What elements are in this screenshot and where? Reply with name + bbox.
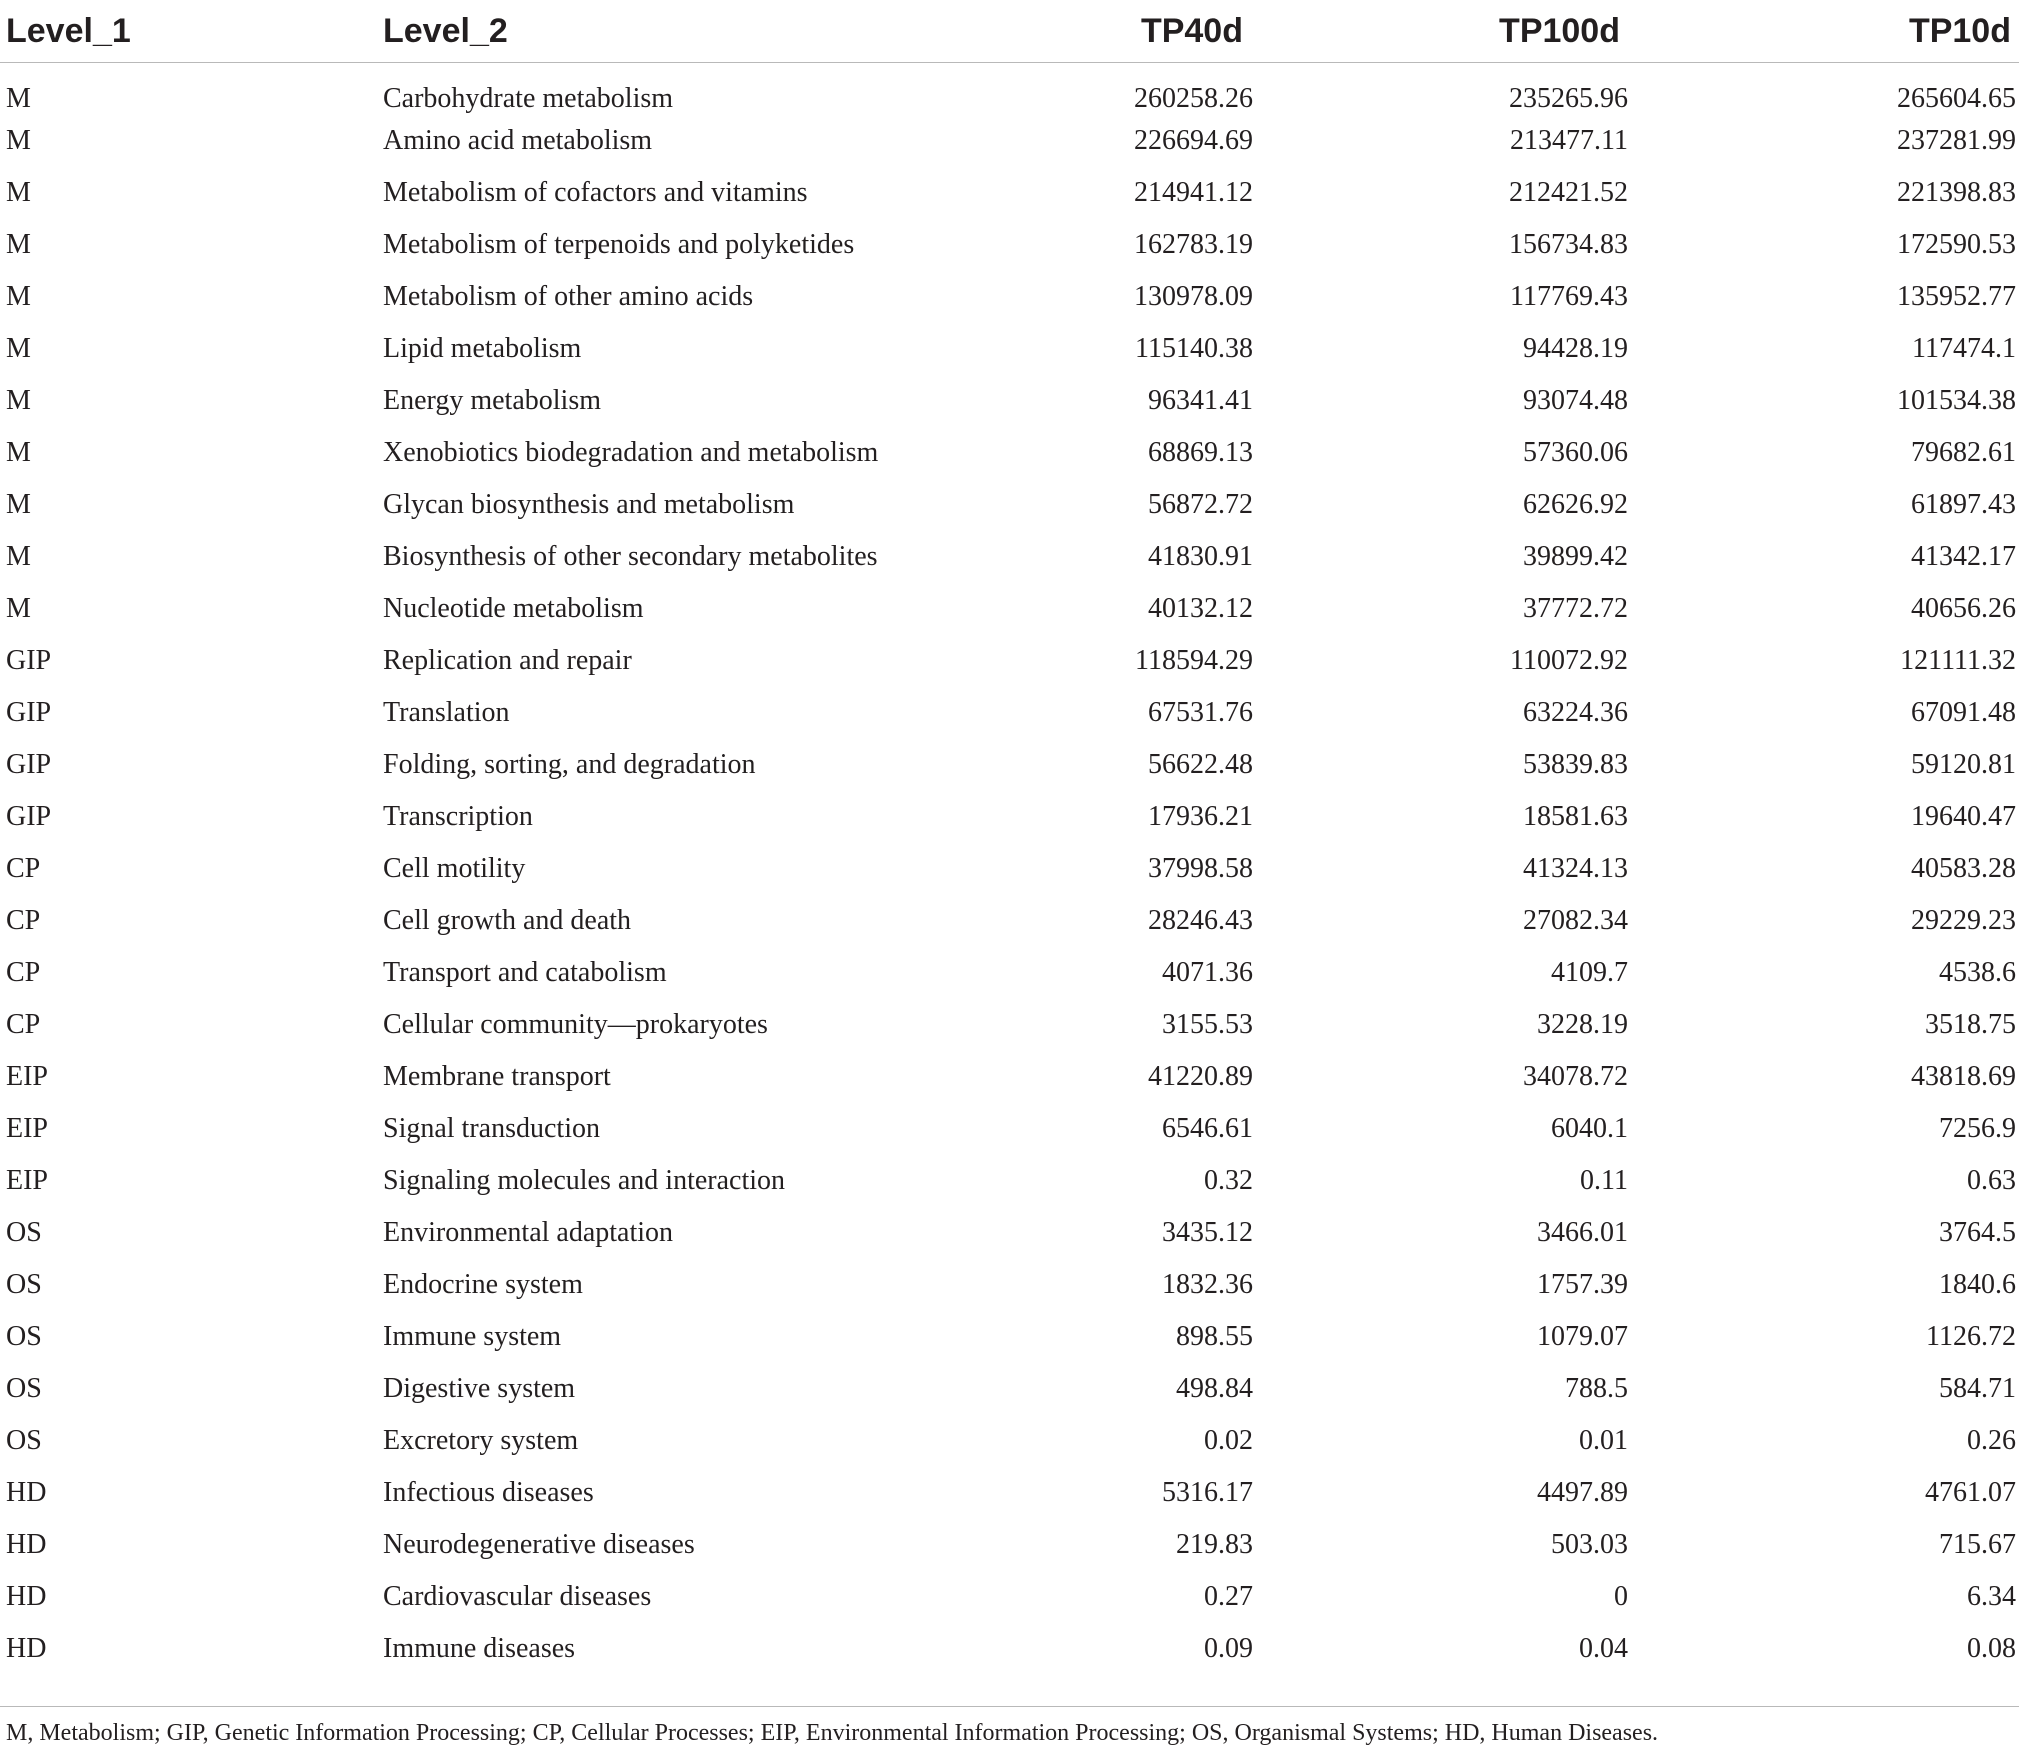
cell-tp40d: 41830.91	[1148, 541, 1253, 572]
table-row	[0, 947, 2019, 999]
cell-level-1: OS	[6, 1373, 42, 1404]
cell-tp40d: 4071.36	[1162, 957, 1253, 988]
cell-tp10d: 0.63	[1967, 1165, 2016, 1196]
cell-level-2: Cell growth and death	[383, 905, 632, 936]
cell-level-1: OS	[6, 1217, 42, 1248]
cell-level-2: Cardiovascular diseases	[383, 1581, 652, 1612]
table-row	[0, 895, 2019, 947]
cell-tp40d: 68869.13	[1148, 437, 1253, 468]
cell-level-1: M	[6, 83, 31, 114]
cell-tp10d: 0.26	[1967, 1425, 2016, 1456]
cell-tp10d: 121111.32	[1900, 645, 2016, 676]
table-row	[0, 1363, 2019, 1415]
cell-level-2: Metabolism of terpenoids and polyketides	[383, 229, 855, 260]
cell-tp10d: 40583.28	[1911, 853, 2016, 884]
cell-level-2: Digestive system	[383, 1373, 576, 1404]
cell-level-2: Neurodegenerative diseases	[383, 1529, 695, 1560]
header-level-2: Level_2	[377, 0, 1040, 63]
cell-tp100d: 788.5	[1565, 1373, 1628, 1404]
cell-tp10d: 79682.61	[1911, 437, 2016, 468]
table-row	[0, 1519, 2019, 1571]
table-body	[0, 63, 2019, 1676]
cell-level-1: GIP	[6, 749, 52, 780]
cell-level-1: M	[6, 541, 31, 572]
cell-level-2: Signaling molecules and interaction	[383, 1165, 786, 1196]
table-row	[0, 167, 2019, 219]
table-row	[0, 1571, 2019, 1623]
cell-level-1: EIP	[6, 1061, 48, 1092]
cell-tp100d: 0.01	[1579, 1425, 1628, 1456]
cell-level-1: CP	[6, 1009, 41, 1040]
cell-level-1: M	[6, 229, 31, 260]
cell-tp40d: 898.55	[1176, 1321, 1253, 1352]
table-row	[0, 1415, 2019, 1467]
cell-tp100d: 37772.72	[1523, 593, 1628, 624]
cell-tp10d: 67091.48	[1911, 697, 2016, 728]
cell-level-1: M	[6, 281, 31, 312]
cell-tp10d: 3764.5	[1939, 1217, 2016, 1248]
cell-tp100d: 4497.89	[1537, 1477, 1628, 1508]
cell-tp100d: 39899.42	[1523, 541, 1628, 572]
cell-level-1: M	[6, 437, 31, 468]
cell-tp100d: 94428.19	[1523, 333, 1628, 364]
cell-level-1: OS	[6, 1425, 42, 1456]
cell-tp10d: 117474.1	[1912, 333, 2016, 364]
cell-level-2: Translation	[383, 697, 510, 728]
cell-tp100d: 3228.19	[1537, 1009, 1628, 1040]
cell-tp40d: 28246.43	[1148, 905, 1253, 936]
cell-tp10d: 715.67	[1939, 1529, 2016, 1560]
cell-level-1: M	[6, 125, 31, 156]
cell-level-1: CP	[6, 853, 41, 884]
cell-tp10d: 584.71	[1939, 1373, 2016, 1404]
cell-tp40d: 130978.09	[1134, 281, 1253, 312]
cell-tp10d: 43818.69	[1911, 1061, 2016, 1092]
table-row	[0, 739, 2019, 791]
cell-tp40d: 219.83	[1176, 1529, 1253, 1560]
cell-level-1: EIP	[6, 1165, 48, 1196]
table-row	[0, 1623, 2019, 1675]
cell-tp40d: 498.84	[1176, 1373, 1253, 1404]
cell-tp100d: 117769.43	[1510, 281, 1628, 312]
cell-tp100d: 41324.13	[1523, 853, 1628, 884]
cell-tp10d: 7256.9	[1939, 1113, 2016, 1144]
cell-tp10d: 265604.65	[1897, 83, 2016, 114]
cell-level-2: Energy metabolism	[383, 385, 601, 416]
table-row	[0, 999, 2019, 1051]
cell-tp100d: 34078.72	[1523, 1061, 1628, 1092]
cell-tp10d: 172590.53	[1897, 229, 2016, 260]
cell-tp100d: 63224.36	[1523, 697, 1628, 728]
cell-level-1: CP	[6, 905, 41, 936]
cell-level-2: Transcription	[383, 801, 533, 832]
cell-level-2: Immune system	[383, 1321, 562, 1352]
cell-tp40d: 5316.17	[1162, 1477, 1253, 1508]
cell-level-2: Signal transduction	[383, 1113, 600, 1144]
cell-tp100d: 62626.92	[1523, 489, 1628, 520]
cell-tp10d: 4538.6	[1939, 957, 2016, 988]
cell-level-2: Environmental adaptation	[383, 1217, 674, 1248]
cell-tp10d: 41342.17	[1911, 541, 2016, 572]
cell-tp40d: 214941.12	[1134, 177, 1253, 208]
cell-tp100d: 0.04	[1579, 1633, 1628, 1664]
cell-tp10d: 6.34	[1967, 1581, 2016, 1612]
cell-level-2: Xenobiotics biodegradation and metabolism	[383, 437, 879, 468]
cell-tp100d: 110072.92	[1510, 645, 1628, 676]
cell-tp100d: 0	[1614, 1581, 1628, 1612]
table-row	[0, 323, 2019, 375]
cell-level-2: Metabolism of cofactors and vitamins	[383, 177, 808, 208]
cell-level-1: M	[6, 593, 31, 624]
table-footnote: M, Metabolism; GIP, Genetic Information Processing; CP, Cellular Processes; EIP, Environmental Information Processing; OS, Organismal Systems; HD, Human Diseases.	[6, 1720, 1659, 1746]
table-row	[0, 1155, 2019, 1207]
cell-tp10d: 1126.72	[1926, 1321, 2016, 1352]
cell-tp100d: 18581.63	[1523, 801, 1628, 832]
cell-level-2: Replication and repair	[383, 645, 632, 676]
cell-tp100d: 27082.34	[1523, 905, 1628, 936]
cell-level-2: Carbohydrate metabolism	[383, 83, 674, 114]
cell-tp10d: 3518.75	[1925, 1009, 2016, 1040]
cell-tp40d: 3435.12	[1162, 1217, 1253, 1248]
table-row	[0, 271, 2019, 323]
cell-level-1: M	[6, 385, 31, 416]
cell-level-2: Cellular community—prokaryotes	[383, 1009, 768, 1040]
cell-tp10d: 29229.23	[1911, 905, 2016, 936]
cell-level-2: Transport and catabolism	[383, 957, 667, 988]
cell-tp100d: 53839.83	[1523, 749, 1628, 780]
cell-tp40d: 260258.26	[1134, 83, 1253, 114]
cell-tp40d: 3155.53	[1162, 1009, 1253, 1040]
cell-tp40d: 56872.72	[1148, 489, 1253, 520]
header-tp40d: TP40d	[1040, 0, 1275, 63]
cell-level-1: CP	[6, 957, 41, 988]
cell-tp10d: 40656.26	[1911, 593, 2016, 624]
cell-tp10d: 61897.43	[1911, 489, 2016, 520]
cell-level-1: HD	[6, 1529, 47, 1560]
cell-tp40d: 0.32	[1204, 1165, 1253, 1196]
table-row	[0, 1259, 2019, 1311]
table-row	[0, 375, 2019, 427]
cell-tp10d: 59120.81	[1911, 749, 2016, 780]
table-row	[0, 1207, 2019, 1259]
cell-tp40d: 115140.38	[1135, 333, 1253, 364]
cell-tp100d: 213477.11	[1510, 125, 1628, 156]
cell-tp100d: 6040.1	[1551, 1113, 1628, 1144]
cell-tp40d: 162783.19	[1134, 229, 1253, 260]
cell-level-2: Glycan biosynthesis and metabolism	[383, 489, 795, 520]
table-row	[0, 115, 2019, 167]
cell-level-1: HD	[6, 1477, 47, 1508]
cell-tp10d: 237281.99	[1897, 125, 2016, 156]
cell-level-1: HD	[6, 1633, 47, 1664]
cell-level-2: Excretory system	[383, 1425, 579, 1456]
cell-tp100d: 3466.01	[1537, 1217, 1628, 1248]
cell-level-2: Folding, sorting, and degradation	[383, 749, 756, 780]
header-row	[0, 0, 2019, 63]
cell-tp40d: 0.02	[1204, 1425, 1253, 1456]
cell-level-2: Biosynthesis of other secondary metabolites	[383, 541, 878, 572]
cell-tp10d: 4761.07	[1925, 1477, 2016, 1508]
cell-level-1: M	[6, 177, 31, 208]
cell-tp100d: 93074.48	[1523, 385, 1628, 416]
header-tp10d: TP10d	[1648, 0, 2019, 63]
table-row	[0, 791, 2019, 843]
cell-tp100d: 235265.96	[1509, 83, 1628, 114]
cell-level-1: EIP	[6, 1113, 48, 1144]
cell-tp40d: 0.27	[1204, 1581, 1253, 1612]
cell-level-2: Cell motility	[383, 853, 526, 884]
cell-level-2: Lipid metabolism	[383, 333, 582, 364]
cell-tp10d: 135952.77	[1897, 281, 2016, 312]
table-header	[0, 0, 2019, 63]
cell-tp40d: 40132.12	[1148, 593, 1253, 624]
cell-tp10d: 19640.47	[1911, 801, 2016, 832]
cell-tp10d: 0.08	[1967, 1633, 2016, 1664]
table-row	[0, 427, 2019, 479]
cell-tp100d: 212421.52	[1509, 177, 1628, 208]
cell-tp40d: 56622.48	[1148, 749, 1253, 780]
table-row	[0, 63, 2019, 116]
cell-level-2: Infectious diseases	[383, 1477, 594, 1508]
table-row	[0, 687, 2019, 739]
table-row	[0, 1311, 2019, 1363]
cell-level-1: OS	[6, 1321, 42, 1352]
header-tp100d: TP100d	[1275, 0, 1648, 63]
table-row	[0, 635, 2019, 687]
cell-tp40d: 226694.69	[1134, 125, 1253, 156]
table-row	[0, 479, 2019, 531]
cell-tp40d: 0.09	[1204, 1633, 1253, 1664]
cell-level-1: GIP	[6, 697, 52, 728]
cell-level-2: Membrane transport	[383, 1061, 611, 1092]
cell-tp40d: 6546.61	[1162, 1113, 1253, 1144]
table-bottom-rule	[0, 1706, 2019, 1707]
cell-tp10d: 101534.38	[1897, 385, 2016, 416]
table-row	[0, 583, 2019, 635]
cell-tp10d: 221398.83	[1897, 177, 2016, 208]
cell-tp40d: 118594.29	[1135, 645, 1253, 676]
cell-level-2: Endocrine system	[383, 1269, 583, 1300]
cell-tp40d: 37998.58	[1148, 853, 1253, 884]
table-row	[0, 1051, 2019, 1103]
table-row	[0, 1467, 2019, 1519]
cell-level-1: GIP	[6, 645, 52, 676]
table-row	[0, 531, 2019, 583]
cell-tp100d: 156734.83	[1509, 229, 1628, 260]
header-level-1: Level_1	[0, 0, 377, 63]
cell-tp100d: 1079.07	[1537, 1321, 1628, 1352]
cell-level-2: Immune diseases	[383, 1633, 576, 1664]
table-row	[0, 1103, 2019, 1155]
table-row	[0, 219, 2019, 271]
table-row	[0, 843, 2019, 895]
cell-tp10d: 1840.6	[1939, 1269, 2016, 1300]
cell-tp100d: 503.03	[1551, 1529, 1628, 1560]
cell-tp100d: 0.11	[1580, 1165, 1628, 1196]
cell-tp40d: 41220.89	[1148, 1061, 1253, 1092]
cell-tp100d: 57360.06	[1523, 437, 1628, 468]
cell-level-1: OS	[6, 1269, 42, 1300]
cell-level-2: Nucleotide metabolism	[383, 593, 644, 624]
cell-level-1: GIP	[6, 801, 52, 832]
cell-tp40d: 17936.21	[1148, 801, 1253, 832]
cell-level-1: HD	[6, 1581, 47, 1612]
cell-tp100d: 1757.39	[1537, 1269, 1628, 1300]
cell-level-1: M	[6, 489, 31, 520]
cell-level-1: M	[6, 333, 31, 364]
cell-tp40d: 96341.41	[1148, 385, 1253, 416]
cell-level-2: Amino acid metabolism	[383, 125, 653, 156]
cell-tp40d: 1832.36	[1162, 1269, 1253, 1300]
cell-tp100d: 4109.7	[1551, 957, 1628, 988]
cell-tp40d: 67531.76	[1148, 697, 1253, 728]
cell-level-2: Metabolism of other amino acids	[383, 281, 754, 312]
